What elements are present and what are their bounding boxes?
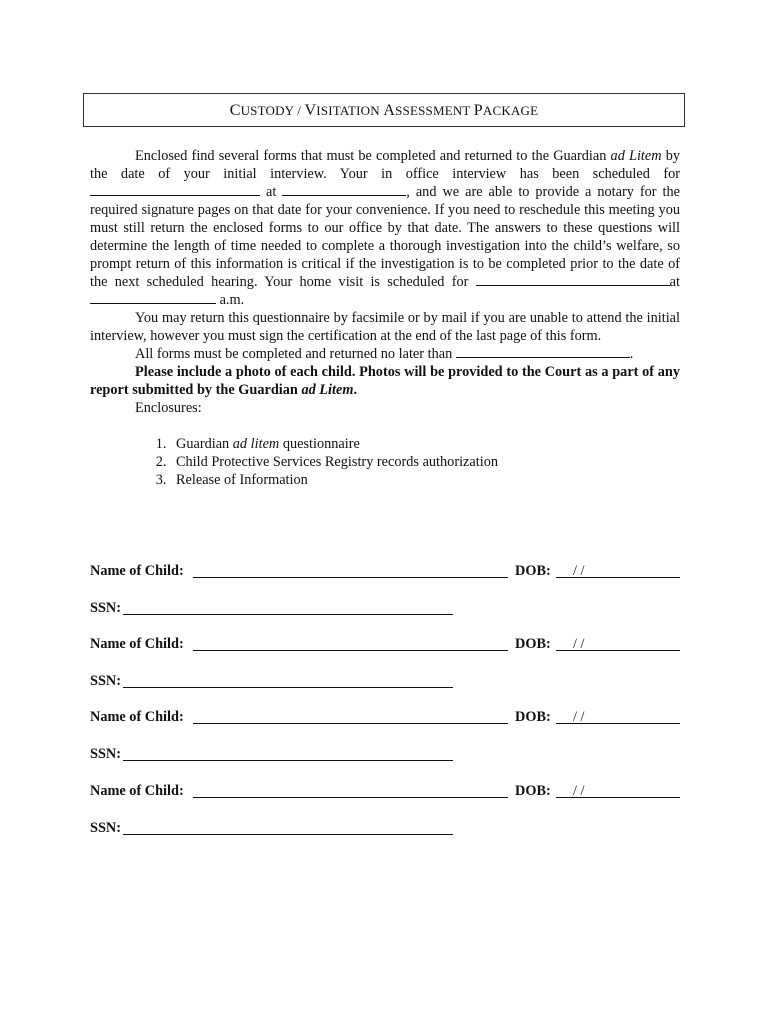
text: All forms must be completed and returned no later than [135,346,456,362]
list-item [170,471,680,489]
text: . [629,346,634,362]
ssn-field[interactable] [123,819,453,835]
ssn-field[interactable] [123,745,453,761]
ssn-label: SSN: [90,746,121,762]
dob-slashes: / / [573,636,585,652]
text: . [353,382,358,398]
ssn-label: SSN: [90,820,121,836]
child-name-label: Name of Child: [90,636,184,652]
interview-time-blank[interactable] [282,183,406,196]
child-entry [90,782,680,837]
text: a.m. [216,292,245,308]
document-body [90,147,680,489]
text: at [260,184,283,200]
child-name-field[interactable] [193,782,508,798]
text: ad Litem [610,148,662,164]
title-part: USTODY / [240,103,305,118]
deadline-paragraph [90,345,680,363]
deadline-blank[interactable] [456,345,630,358]
child-name-field[interactable] [193,708,508,724]
child-name-field[interactable] [193,635,508,651]
text: Child Protective Services Registry records authorization [176,454,498,470]
text: Release of Information [176,472,308,488]
child-name-label: Name of Child: [90,709,184,725]
text: at [669,274,680,290]
child-name-label: Name of Child: [90,563,184,579]
title-part: C [229,102,241,119]
enclosures-label: Enclosures: [135,400,202,416]
title-part: ISITATION [316,103,384,118]
text: ad Litem [301,382,354,398]
child-entry [90,708,680,763]
title-part: P [473,102,483,119]
list-item [170,435,680,453]
title-part: ACKAGE [482,103,539,118]
ssn-field[interactable] [123,599,453,615]
intro-paragraph [90,147,680,309]
ssn-field[interactable] [123,672,453,688]
list-item [170,453,680,471]
photo-paragraph [90,363,680,399]
interview-date-blank[interactable] [90,183,260,196]
text: by the date of your initial interview. Your in office interview has been scheduled for [90,148,681,182]
dob-label: DOB: [515,783,551,799]
child-entry [90,635,680,690]
enclosures-list [90,435,680,489]
home-visit-time-blank[interactable] [90,291,216,304]
page-title [83,93,685,127]
text: , and we are able to provide a notary for the required signature pages on that date for your convenience. If you need to reschedule this meeting you must still return the enclosed forms to our office by that date. The answers to these questions will determine the length of time needed to complete a thorough investigation into the child’s welfare, so prompt return of this information is critical if the investigation is to be completed prior to the date of the next scheduled hearing. Your home visit is scheduled for [90,184,680,290]
text: questionnaire [279,436,360,452]
child-name-field[interactable] [193,562,508,578]
dob-label: DOB: [515,563,551,579]
text: Enclosed find several forms that must be completed and returned to the Guardian [135,148,611,164]
text: Guardian [176,436,233,452]
text: ad litem [232,436,280,452]
ssn-label: SSN: [90,673,121,689]
dob-label: DOB: [515,709,551,725]
text: Please include a photo of each child. Photos will be provided to the Court as a part of any report submitted by the Guardian [90,364,680,398]
dob-label: DOB: [515,636,551,652]
ssn-label: SSN: [90,600,121,616]
title-part: A [383,102,396,119]
dob-slashes: / / [573,563,585,579]
child-entry [90,562,680,617]
dob-slashes: / / [573,783,585,799]
title-part: V [304,102,317,119]
return-paragraph: You may return this questionnaire by facsimile or by mail if you are unable to attend the initial interview, however you must sign the certification at the end of the last page of this form. [90,310,680,344]
child-name-label: Name of Child: [90,783,184,799]
dob-slashes: / / [573,709,585,725]
home-visit-date-blank[interactable] [476,273,670,286]
title-part: SSESSMENT [395,103,474,118]
